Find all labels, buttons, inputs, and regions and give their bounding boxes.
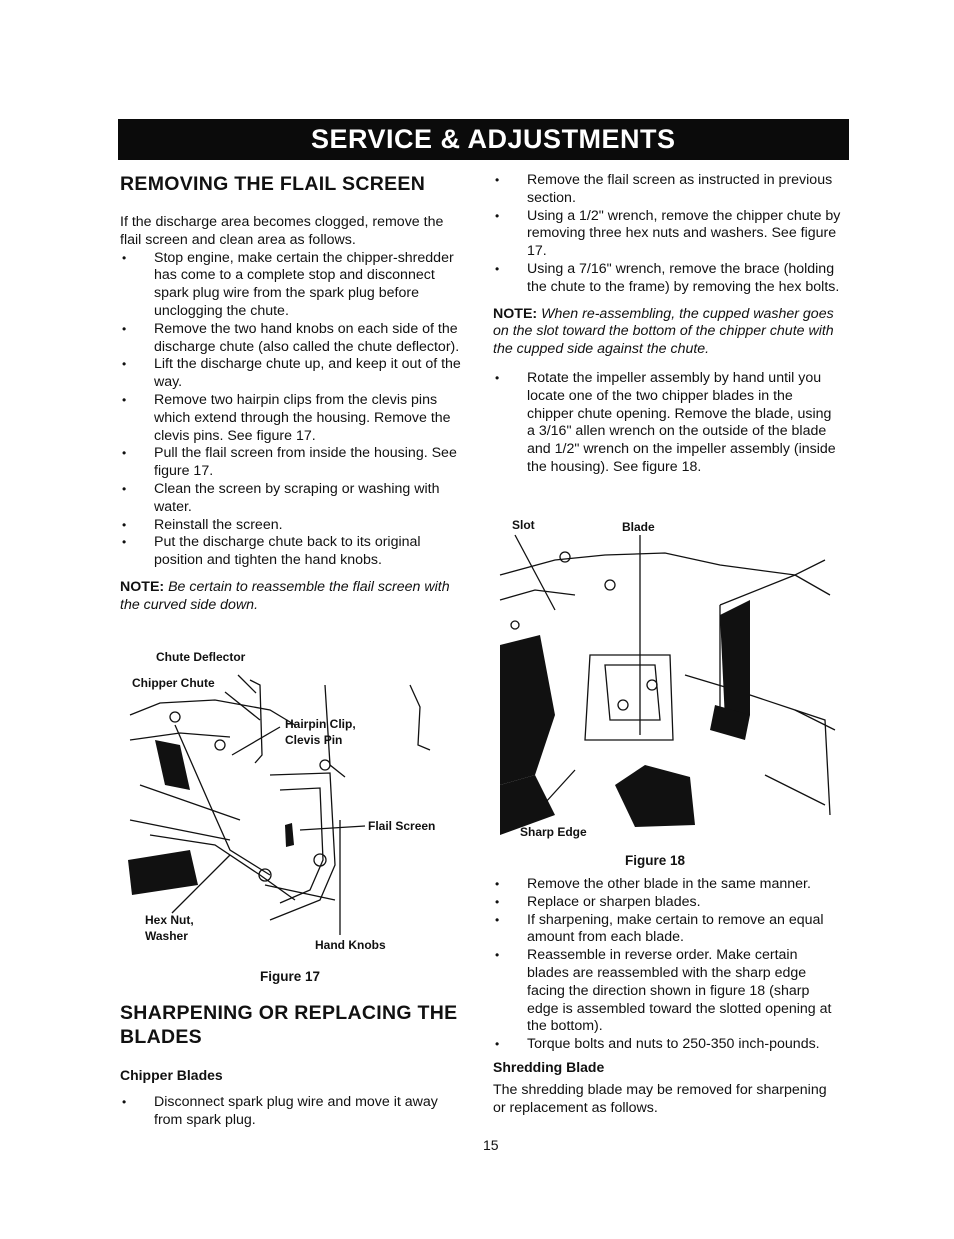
blade-reassembly-steps [493,876,843,1054]
list-item: • Clean the screen by scraping or washing with water. [120,481,465,517]
flail-screen-steps [120,250,465,570]
label-flail-screen: Flail Screen [368,819,436,833]
list-item: • Remove the flail screen as instructed in previous section. [493,172,843,208]
figure-18 [495,515,840,845]
intro-paragraph: If the discharge area becomes clogged, remove the flail screen and clean area as follows. [120,214,444,248]
list-item: • Using a 7/16" wrench, remove the brace (holding the chute to the frame) by removing the hex bolts. [493,261,843,297]
chipper-blade-steps [120,1094,465,1130]
list-item: • Reinstall the screen. [120,517,465,535]
note-text: When re-assembling, the cupped washer goes on the slot toward the bottom of the chipper chute with the cupped side against the chute. [493,305,834,358]
figure-18-caption: Figure 18 [625,853,686,868]
list-item: • Using a 1/2" wrench, remove the chipper chute by removing three hex nuts and washers. See figure 17. [493,208,843,261]
list-item: • Remove the two hand knobs on each side of the discharge chute (also called the chute deflector). [120,321,465,357]
list-item: • Put the discharge chute back to its original position and tighten the hand knobs. [120,534,465,570]
note-label: NOTE: [493,305,538,322]
label-hex-nut: Hex Nut, [145,913,194,927]
list-item: • Reassemble in reverse order. Make certain blades are reassembled with the sharp edge facing the direction shown in figure 18 (sharp edge is assembled toward the slotted opening at the bottom). [493,947,843,1036]
blade-removal-steps [493,370,843,477]
banner-title: SERVICE & ADJUSTMENTS [311,124,676,154]
list-item: • Stop engine, make certain the chipper-shredder has come to a complete stop and disconnect spark plug wire from the spark plug before unclogging the chute. [120,250,465,321]
section-banner [118,119,849,160]
note-text: Be certain to reassemble the flail screen with the curved side down. [120,578,450,613]
chute-removal-steps [493,172,843,297]
label-washer: Washer [145,929,188,943]
note-label: NOTE: [120,578,165,595]
left-column-lower [120,1001,465,1129]
subheading-shredding-blade: Shredding Blade [493,1058,605,1075]
list-item: • Lift the discharge chute up, and keep it out of the way. [120,356,465,392]
list-item: • Torque bolts and nuts to 250-350 inch-pounds. [493,1036,843,1054]
note-cupped-washer [493,306,843,359]
page-number: 15 [483,1137,499,1153]
label-blade: Blade [622,520,655,534]
list-item: • Pull the flail screen from inside the housing. See figure 17. [120,445,465,481]
figure-17 [120,645,460,960]
note-flail-screen [120,579,465,615]
shredding-blade-paragraph: The shredding blade may be removed for sharpening or replacement as follows. [493,1081,827,1116]
list-item: • If sharpening, make certain to remove an equal amount from each blade. [493,912,843,948]
list-item: • Remove the other blade in the same manner. [493,876,843,894]
list-item: • Rotate the impeller assembly by hand until you locate one of the two chipper blades in the chipper chute opening. Remove the blade, using a 3/16" allen wrench on the outside of the blade and 1/2" wrench on the impeller assembly (inside the housing). See figure 18. [493,370,843,477]
left-column [120,172,465,615]
heading-removing-flail-screen: REMOVING THE FLAIL SCREEN [120,173,426,195]
list-item: • Remove two hairpin clips from the clevis pins which extend through the housing. Remove the clevis pins. See figure 17. [120,392,465,445]
subheading-chipper-blades: Chipper Blades [120,1067,223,1083]
label-sharp-edge: Sharp Edge [520,825,587,839]
label-hand-knobs: Hand Knobs [315,938,386,952]
right-column-lower [493,876,843,1117]
list-item: • Replace or sharpen blades. [493,894,843,912]
heading-sharpening-blades: SHARPENING OR REPLACING THE BLADES [120,1002,458,1048]
label-clevis-pin: Clevis Pin [285,733,343,747]
right-column [493,172,843,477]
figure-17-caption: Figure 17 [260,969,321,984]
label-chipper-chute: Chipper Chute [132,676,215,690]
list-item: • Disconnect spark plug wire and move it away from spark plug. [120,1094,465,1130]
label-chute-deflector: Chute Deflector [156,650,246,664]
label-hairpin-clip: Hairpin Clip, [285,717,356,731]
label-slot: Slot [512,518,535,532]
figure-18-illustration [495,515,840,845]
